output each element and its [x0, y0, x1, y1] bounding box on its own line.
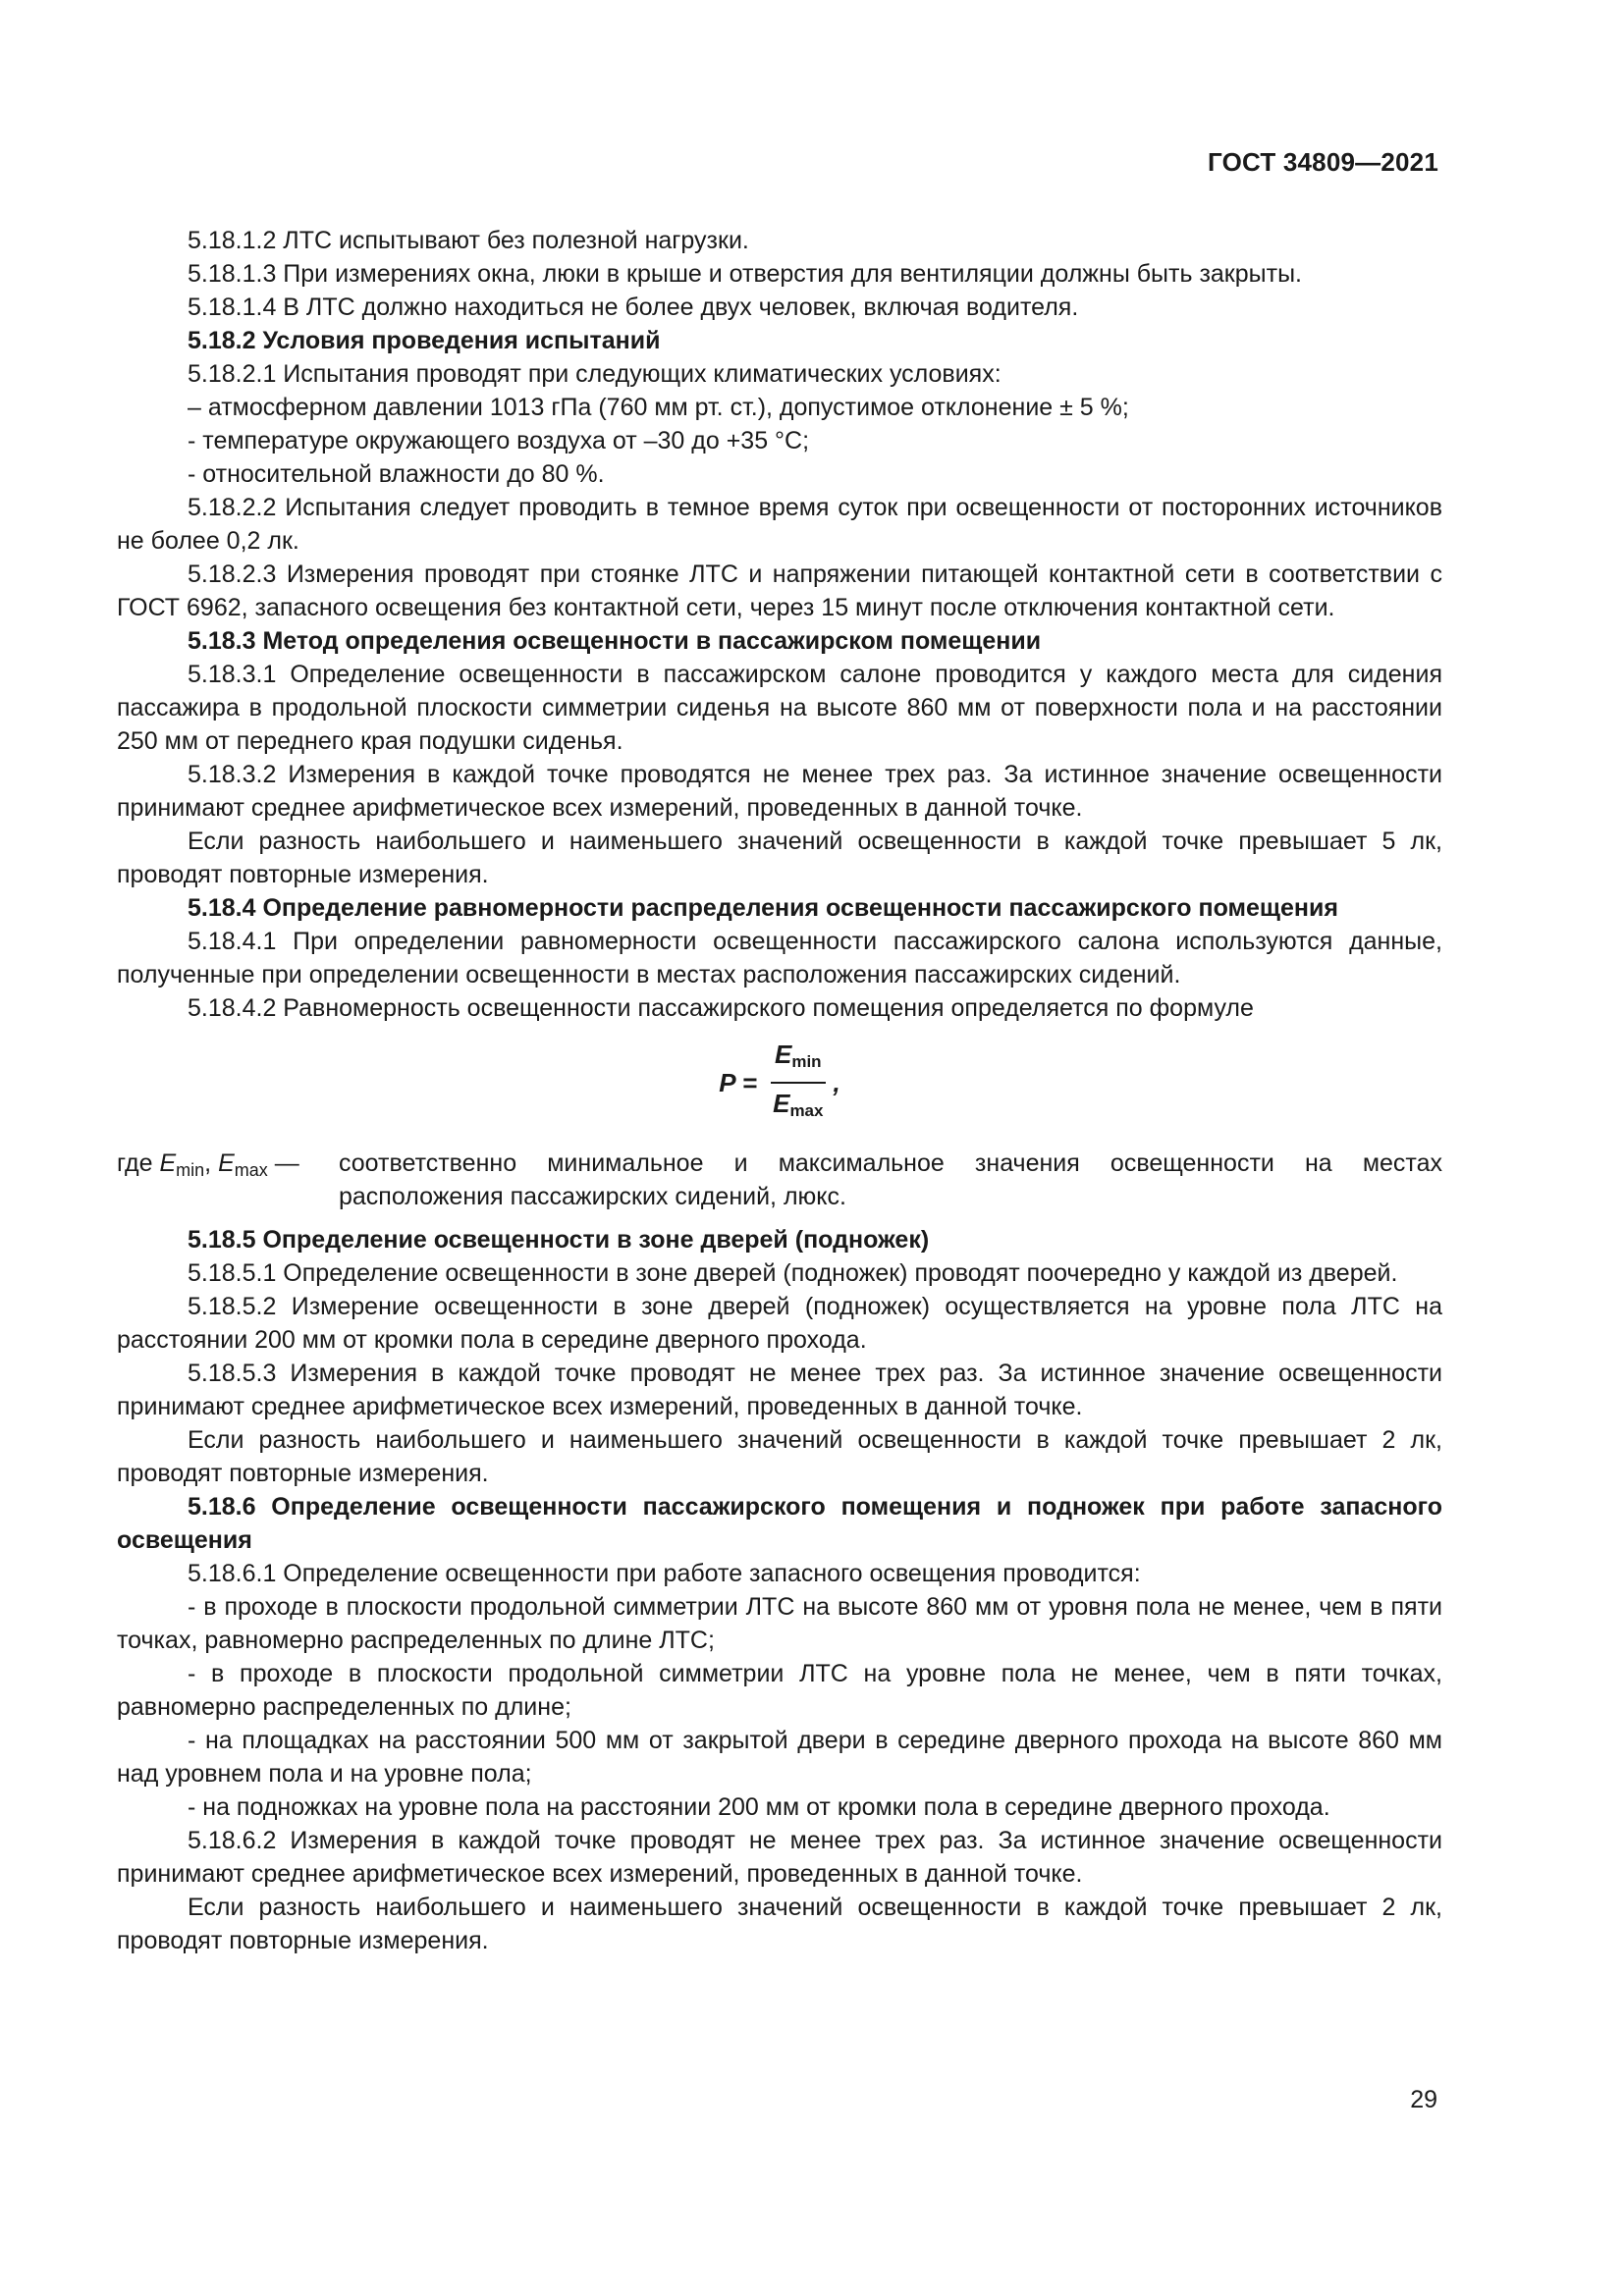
- paragraph: 5.18.5.1 Определение освещенности в зоне дверей (подножек) проводят поочередно у каждой из дверей.: [188, 1259, 1398, 1287]
- paragraph: 5.18.1.4 В ЛТС должно находиться не более двух человек, включая водителя.: [188, 294, 1079, 321]
- paragraph: Если разность наибольшего и наименьшего значений освещенности в каждой точке превышает 5 лк, проводят повторные измерения.: [117, 828, 1442, 888]
- legend-sub1: min: [176, 1160, 205, 1180]
- paragraph: 5.18.2.3 Измерения проводят при стоянке ЛТС и напряжении питающей контактной сети в соответствии с ГОСТ 6962, запасного освещения без контактной сети, через 15 минут после отключения контактной сети.: [117, 561, 1442, 621]
- paragraph: 5.18.6.1 Определение освещенности при работе запасного освещения проводится:: [188, 1560, 1141, 1587]
- formula-tail: ,: [833, 1068, 840, 1097]
- paragraph: - на площадках на расстоянии 500 мм от закрытой двери в середине дверного прохода на высоте 860 мм над уровнем пола и на уровне пола;: [117, 1727, 1442, 1788]
- legend-prefix: где: [117, 1149, 153, 1177]
- formula-legend: [117, 1147, 1442, 1213]
- paragraph: 5.18.5.3 Измерения в каждой точке проводят не менее трех раз. За истинное значение освещенности принимают среднее арифметическое всех измерений, проведенных в данной точке.: [117, 1360, 1442, 1420]
- paragraph-group-after-formula: [117, 1223, 1442, 1957]
- section-heading: 5.18.5 Определение освещенности в зоне дверей (подножек): [188, 1226, 930, 1254]
- uniformity-formula: [117, 1025, 1442, 1141]
- paragraph: - температуре окружающего воздуха от –30 до +35 °С;: [188, 427, 810, 454]
- formula-legend-label: [117, 1147, 339, 1213]
- paragraph: - относительной влажности до 80 %.: [188, 460, 605, 488]
- paragraph: - на подножках на уровне пола на расстоянии 200 мм от кромки пола в середине дверного прохода.: [188, 1793, 1330, 1821]
- section-heading: 5.18.3 Метод определения освещенности в пассажирском помещении: [188, 627, 1042, 655]
- paragraph: 5.18.6.2 Измерения в каждой точке проводят не менее трех раз. За истинное значение освещенности принимают среднее арифметическое всех измерений, проведенных в данной точке.: [117, 1827, 1442, 1888]
- paragraph: 5.18.3.1 Определение освещенности в пассажирском салоне проводится у каждого места для сидения пассажира в продольной плоскости симметрии сиденья на высоте 860 мм от поверхности пола и на расстоянии 250 мм от переднего края подушки сиденья.: [117, 661, 1442, 755]
- legend-sep: ,: [204, 1149, 212, 1177]
- paragraph: - в проходе в плоскости продольной симметрии ЛТС на высоте 860 мм от уровня пола не менее, чем в пяти точках, равномерно распределенных по длине ЛТС;: [117, 1593, 1442, 1654]
- paragraph: 5.18.2.2 Испытания следует проводить в темное время суток при освещенности от посторонних источников не более 0,2 лк.: [117, 494, 1442, 555]
- formula-denominator-var: E: [773, 1089, 790, 1118]
- formula-numerator-var: E: [774, 1040, 792, 1069]
- paragraph: 5.18.4.2 Равномерность освещенности пассажирского помещения определяется по формуле: [188, 994, 1254, 1022]
- section-heading: 5.18.4 Определение равномерности распределения освещенности пассажирского помещения: [188, 894, 1338, 922]
- paragraph: 5.18.3.2 Измерения в каждой точке проводятся не менее трех раз. За истинное значение освещенности принимают среднее арифметическое всех измерений, проведенных в данной точке.: [117, 761, 1442, 822]
- paragraph: 5.18.1.2 ЛТС испытывают без полезной нагрузки.: [188, 227, 749, 254]
- formula-fraction: [769, 1038, 827, 1128]
- document-body: [117, 224, 1442, 1957]
- section-heading: 5.18.2 Условия проведения испытаний: [188, 327, 661, 354]
- document-id-header: ГОСТ 34809—2021: [1208, 147, 1438, 177]
- paragraph: 5.18.5.2 Измерение освещенности в зоне дверей (подножек) осуществляется на уровне пола ЛТС на расстоянии 200 мм от кромки пола в середине дверного прохода.: [117, 1293, 1442, 1354]
- legend-sub2: max: [234, 1160, 268, 1180]
- formula-denominator-sub: max: [789, 1101, 824, 1120]
- formula-legend-text: соответственно минимальное и максимальное значения освещенности на местах расположения пассажирских сидений, люкс.: [339, 1149, 1442, 1210]
- page-number: 29: [1410, 2086, 1437, 2113]
- paragraph: – атмосферном давлении 1013 гПа (760 мм рт. ст.), допустимое отклонение ± 5 %;: [188, 394, 1129, 421]
- paragraph-group-before-formula: [117, 224, 1442, 1025]
- paragraph: 5.18.1.3 При измерениях окна, люки в крыше и отверстия для вентиляции должны быть закрыты.: [188, 260, 1302, 288]
- paragraph: Если разность наибольшего и наименьшего значений освещенности в каждой точке превышает 2 лк, проводят повторные измерения.: [117, 1426, 1442, 1487]
- section-heading: 5.18.6 Определение освещенности пассажирского помещения и подножек при работе запасного освещения: [117, 1493, 1442, 1554]
- paragraph: 5.18.2.1 Испытания проводят при следующих климатических условиях:: [188, 360, 1001, 388]
- legend-dash: —: [274, 1149, 299, 1177]
- formula-denominator: [769, 1084, 827, 1128]
- legend-var2: E: [218, 1149, 235, 1177]
- formula-numerator: [771, 1038, 826, 1084]
- formula-numerator-sub: min: [791, 1052, 822, 1071]
- paragraph: Если разность наибольшего и наименьшего значений освещенности в каждой точке превышает 2 лк, проводят повторные измерения.: [117, 1894, 1442, 1954]
- paragraph: - в проходе в плоскости продольной симметрии ЛТС на уровне пола не менее, чем в пяти точках, равномерно распределенных по длине;: [117, 1660, 1442, 1721]
- paragraph: 5.18.4.1 При определении равномерности освещенности пассажирского салона используются данные, полученные при определении освещенности в местах расположения пассажирских сидений.: [117, 928, 1442, 988]
- formula-lhs: P =: [719, 1068, 758, 1097]
- legend-var1: E: [159, 1149, 177, 1177]
